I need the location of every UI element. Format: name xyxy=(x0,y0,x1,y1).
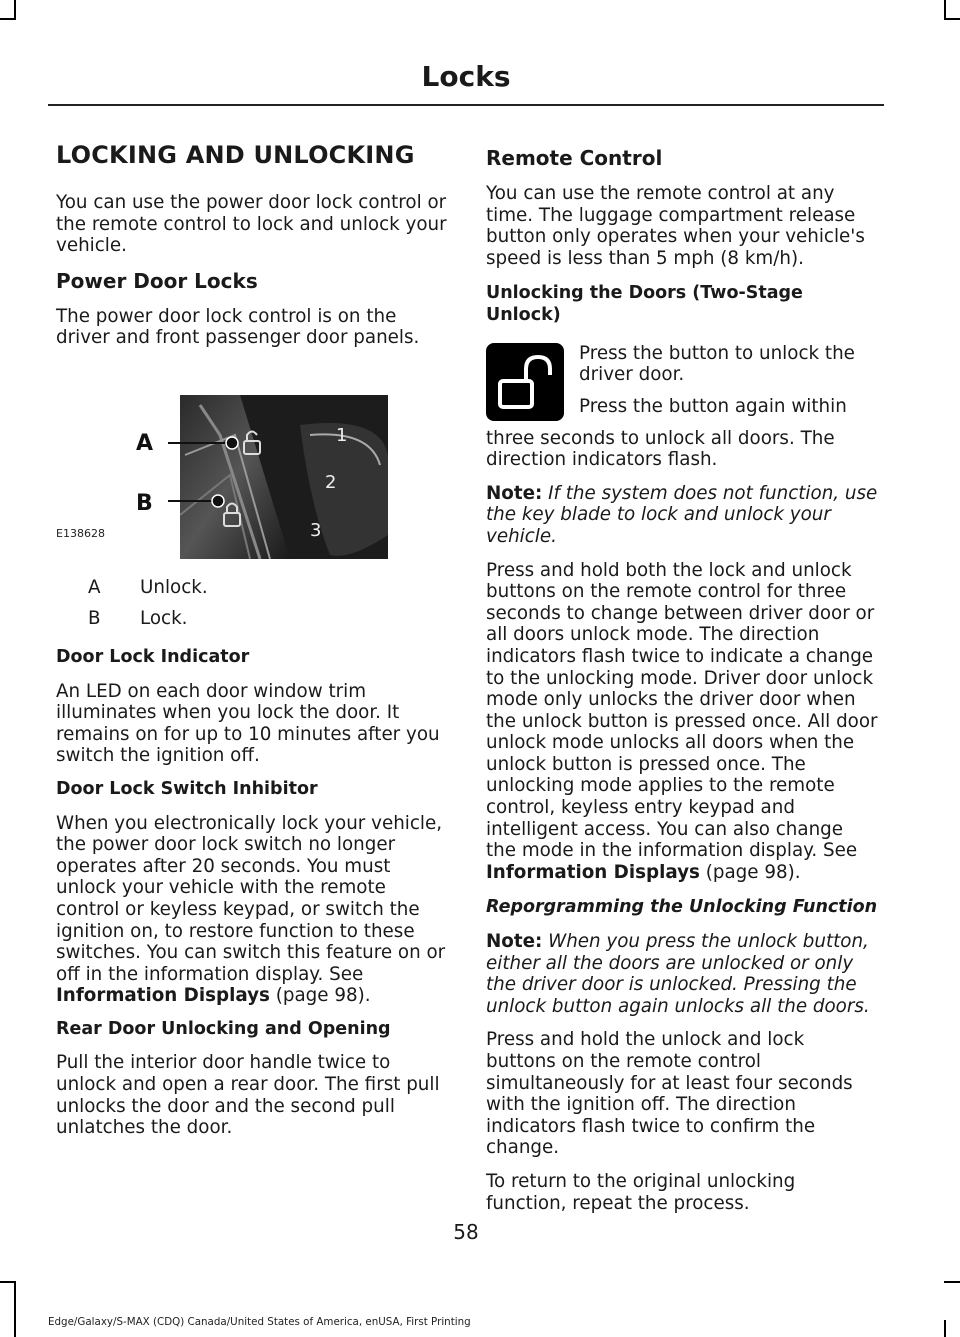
crop-mark xyxy=(0,18,16,20)
unlock-icon xyxy=(486,343,564,421)
left-column xyxy=(56,140,448,1151)
door-lock-indicator-heading: Door Lock Indicator xyxy=(56,646,250,667)
remote-control-heading: Remote Control xyxy=(486,146,663,170)
callout-label: B xyxy=(136,490,153,516)
power-door-locks-heading: Power Door Locks xyxy=(56,268,258,293)
crop-mark xyxy=(944,0,946,18)
reprogram-return: To return to the original unlocking function, repeat the process. xyxy=(486,1170,796,1214)
unlock-driver-text: Press the button to unlock the driver door. xyxy=(579,342,855,386)
switch-number: 3 xyxy=(310,519,322,541)
crop-mark xyxy=(944,1281,960,1283)
rear-door-heading: Rear Door Unlocking and Opening xyxy=(56,1018,391,1039)
reprogramming-heading: Reporgramming the Unlocking Function xyxy=(486,897,878,918)
door-lock-inhibitor-heading: Door Lock Switch Inhibitor xyxy=(56,778,318,799)
callout-lines xyxy=(56,351,448,541)
page-title: Locks xyxy=(421,60,511,93)
crop-mark xyxy=(944,1320,946,1337)
door-lock-indicator-text: An LED on each door window trim illuminates when you lock the door. It remains on for up to 10 minutes after you switch the ignition off. xyxy=(56,680,440,767)
legend-text: Unlock. xyxy=(140,576,208,598)
note-key-blade: Note: If the system does not function, use the key blade to lock and unlock your vehicle. xyxy=(486,482,878,547)
unlock-all-text: three seconds to unlock all doors. The direction indicators flash. xyxy=(486,427,835,471)
legend-key: A xyxy=(88,576,101,598)
callout-label: A xyxy=(136,430,154,456)
legend-key: B xyxy=(88,607,101,629)
two-stage-unlock-heading: Unlocking the Doors (Two-Stage Unlock) xyxy=(486,283,803,325)
two-stage-unlock-block xyxy=(486,343,878,478)
figure-legend xyxy=(56,577,448,639)
door-lock-inhibitor-text: When you electronically lock your vehicle, the power door lock switch no longer operates after 20 seconds. You must unlock your vehicle with the remote control or keyless keypad, or switch the ignition on, to restore function to these switches. You can switch this feature on or off in the information display. See Information Displays (page 98). xyxy=(56,812,446,1007)
switch-number: 1 xyxy=(336,424,348,446)
crop-mark xyxy=(14,0,16,18)
legend-row xyxy=(56,577,448,608)
switch-number: 2 xyxy=(325,471,337,493)
footer-text: Edge/Galaxy/S-MAX (CDQ) Canada/United States of America, enUSA, First Printing xyxy=(48,1316,471,1328)
page-number: 58 xyxy=(453,1220,479,1244)
information-displays-link[interactable]: Information Displays xyxy=(56,985,270,1007)
right-column xyxy=(486,146,878,1226)
legend-row xyxy=(56,608,448,639)
crop-mark xyxy=(944,18,960,20)
unlock-mode-text: Press and hold both the lock and unlock buttons on the remote control for three seconds to change between driver door or all doors unlock mode. The direction indicators flash twice to indicate a change to the unlocking mode. Driver door unlock mode only unlocks the driver door when the unlock button is pressed once. All door unlock mode unlocks all doors when the unlock button is pressed once. The unlocking mode applies to the remote control, keyless entry keypad and intelligent access. You can also change the mode in the information display. See Information Displays (page 98). xyxy=(486,559,878,883)
information-displays-link[interactable]: Information Displays xyxy=(486,861,700,883)
figure-code: E138628 xyxy=(56,526,105,540)
legend-text: Lock. xyxy=(140,607,188,629)
remote-control-text: You can use the remote control at any time. The luggage compartment release button only operates when your vehicle's speed is less than 5 mph (8 km/h). xyxy=(486,183,865,269)
two-stage-unlock-text xyxy=(579,343,879,418)
reprogram-instructions: Press and hold the unlock and lock buttons on the remote control simultaneously for at least four seconds with the ignition off. The direction indicators flash twice to confirm the change. xyxy=(486,1029,853,1159)
unlock-all-text-start: Press the button again within xyxy=(579,395,847,417)
header-divider xyxy=(48,104,884,106)
crop-mark xyxy=(14,1281,16,1337)
intro-paragraph: You can use the power door lock control or the remote control to lock and unlock your vehicle. xyxy=(56,192,447,257)
power-door-locks-text: The power door lock control is on the driver and front passenger door panels. xyxy=(56,305,420,349)
door-lock-switch-figure xyxy=(56,351,448,541)
rear-door-text: Pull the interior door handle twice to unlock and open a rear door. The first pull unlocks the door and the second pull unlatches the door. xyxy=(56,1052,440,1139)
note-reprogramming: Note: When you press the unlock button, either all the doors are unlocked or only the driver door is unlocked. Pressing the unlock button again unlocks all the doors. xyxy=(486,931,870,1017)
section-heading: LOCKING AND UNLOCKING xyxy=(56,141,415,169)
